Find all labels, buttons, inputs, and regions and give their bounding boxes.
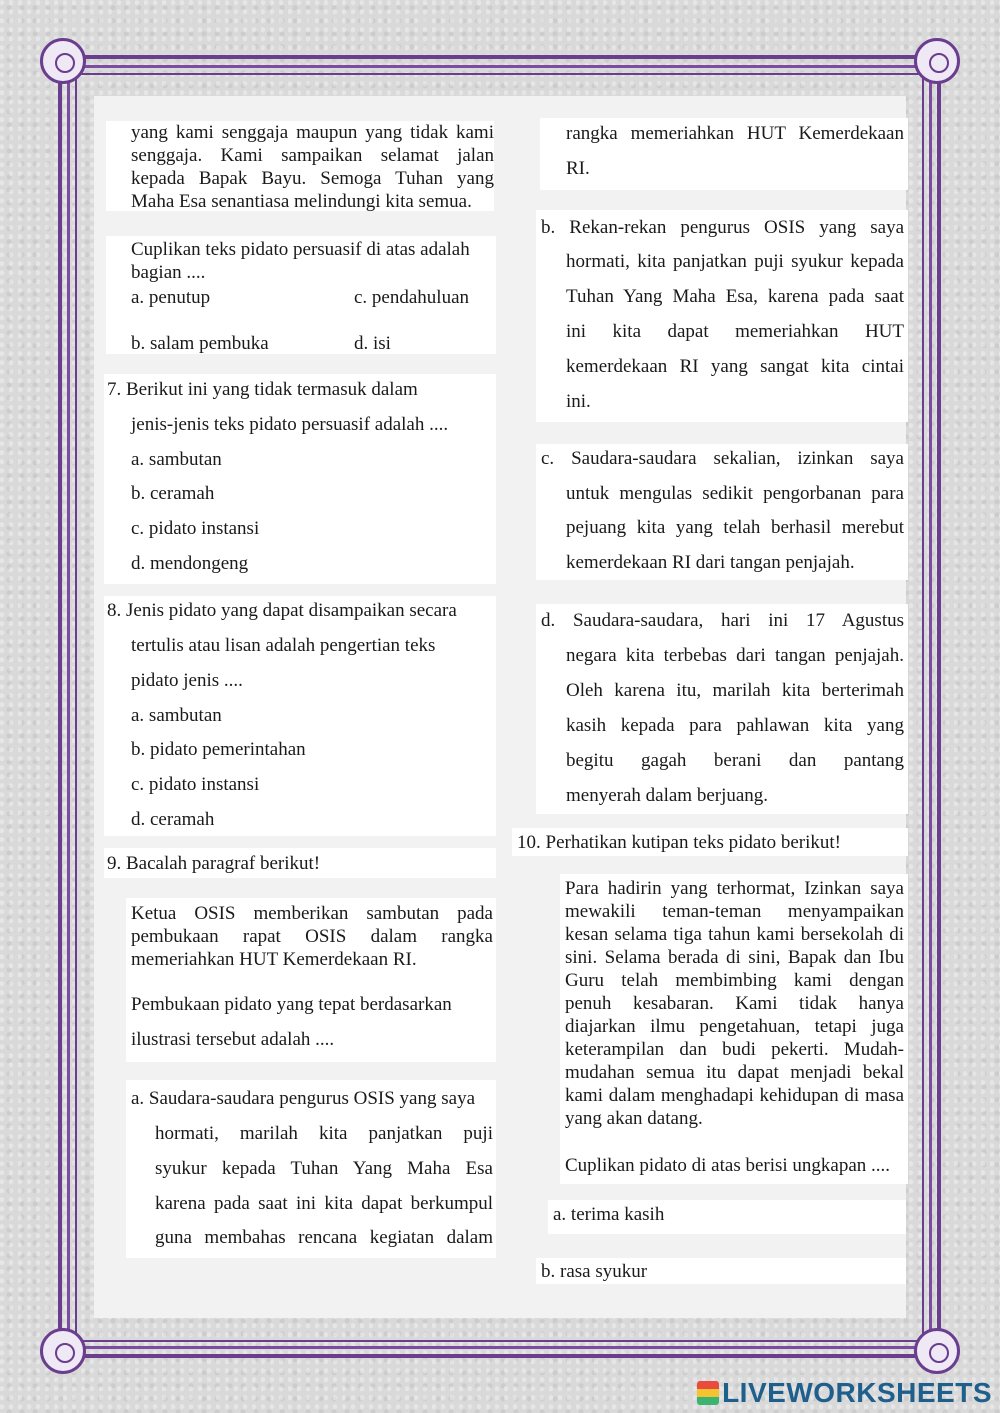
question-10-title: 10. Perhatikan kutipan teks pidato berikut! [517,832,841,853]
question-9-option-a-cont[interactable] [540,118,908,190]
option-d-line: negara kita terbebas dari tangan penjajah. [566,645,904,666]
option-b-line: hormati, kita panjatkan puji syukur kepada [566,251,904,272]
question-6-option-a[interactable]: a. penutup [131,287,211,308]
option-d-line: kasih kepada para pahlawan kita yang [566,715,904,736]
option-a-line: rangka memeriahkan HUT Kemerdekaan [566,123,904,144]
option-a-line: guna membahas rencana kegiatan dalam [155,1227,493,1248]
option-d-line: d. Saudara-saudara, hari ini 17 Agustus [541,610,904,631]
question-9-option-d[interactable] [536,604,908,814]
question-7-option-a[interactable]: a. sambutan [131,449,222,470]
option-a-line: syukur kepada Tuhan Yang Maha Esa [155,1158,493,1179]
liveworksheets-logo-icon [697,1381,719,1405]
option-b-line: Tuhan Yang Maha Esa, karena pada saat [566,286,904,307]
question-10-paragraph: Para hadirin yang terhormat, Izinkan saya mewakili teman-teman menyampaikan kesan selama tiga tahun kami bersekolah di sini. Selama berada di sini, Bapak dan Ibu Guru telah membimbing kami dengan penuh kesabaran. Kami tidak hanya diajarkan ilmu pengetahuan, tetapi juga keterampilan dan budi pekerti. Mudah-mudahan semua itu dapat menjadi bekal kami dalam menghadapi kehidupan di masa yang akan datang. [565,878,904,1129]
option-b-line: b. Rekan-rekan pengurus OSIS yang saya [541,217,904,238]
corner-ornament-icon [914,38,960,84]
question-9-title-box [104,848,496,878]
option-a-line: RI. [566,158,590,179]
corner-ornament-icon [40,38,86,84]
question-6-option-b[interactable]: b. salam pembuka [131,333,269,354]
question-7-text: 7. Berikut ini yang tidak termasuk dalam [107,379,418,400]
question-9-title: 9. Bacalah paragraf berikut! [107,853,321,874]
question-8-option-a[interactable]: a. sambutan [131,705,222,726]
option-c-line: untuk mengulas sedikit pengorbanan para [566,483,904,504]
question-9-option-c[interactable] [536,444,908,580]
option-d-line: begitu gagah berani dan pantang [566,750,904,771]
option-c-line: kemerdekaan RI dari tangan penjajah. [566,552,855,573]
option-b-line: ini kita dapat memeriahkan HUT [566,321,904,342]
previous-passage-ending: yang kami senggaja maupun yang tidak kami senggaja. Kami sampaikan selamat jalan kepada Bapak Bayu. Semoga Tuhan yang Maha Esa senantiasa melindungi kita semua. [106,121,494,211]
corner-ornament-icon [40,1328,86,1374]
question-6 [106,236,496,354]
question-10-passage [560,874,908,1184]
option-b-text: b. rasa syukur [541,1261,648,1282]
question-9-paragraph: Ketua OSIS memberikan sambutan pada pembukaan rapat OSIS dalam rangka memeriahkan HUT Kemerdekaan RI. [131,903,493,970]
option-b-line: kemerdekaan RI yang sangat kita cintai [566,356,904,377]
question-8-option-d[interactable]: d. ceramah [131,809,215,830]
brand-name: LIVEWORKSHEETS [722,1377,992,1408]
option-a-line: hormati, marilah kita panjatkan puji [155,1123,493,1144]
question-10-option-b[interactable] [536,1258,906,1284]
question-9-prompt: Pembukaan pidato yang tepat berdasarkan [131,994,452,1015]
question-7-option-d[interactable]: d. mendongeng [131,553,249,574]
option-a-text: a. terima kasih [553,1204,665,1225]
question-7 [104,374,496,584]
option-c-line: pejuang kita yang telah berhasil merebut [566,517,904,538]
option-a-line: a. Saudara-saudara pengurus OSIS yang saya [131,1088,476,1109]
question-8 [104,596,496,836]
question-9-option-a[interactable] [126,1080,496,1258]
corner-ornament-icon [914,1328,960,1374]
question-8-text-cont2: pidato jenis .... [131,670,243,691]
question-8-option-c[interactable]: c. pidato instansi [131,774,260,795]
question-6-option-d[interactable]: d. isi [354,333,391,354]
question-8-option-b[interactable]: b. pidato pemerintahan [131,739,306,760]
question-9-prompt-cont: ilustrasi tersebut adalah .... [131,1029,335,1050]
question-10-option-a[interactable] [548,1200,906,1234]
question-9-option-b[interactable] [536,210,908,422]
option-d-line: Oleh karena itu, marilah kita berterimah [566,680,904,701]
question-7-option-b[interactable]: b. ceramah [131,483,215,504]
question-7-option-c[interactable]: c. pidato instansi [131,518,260,539]
question-8-text: 8. Jenis pidato yang dapat disampaikan secara [107,600,457,621]
option-b-line: ini. [566,391,591,412]
option-a-line: karena pada saat ini kita dapat berkumpul [155,1193,493,1214]
question-10-prompt: Cuplikan pidato di atas berisi ungkapan .... [565,1155,891,1176]
liveworksheets-logo [697,1377,992,1409]
question-6-option-c[interactable]: c. pendahuluan [354,287,470,308]
option-c-line: c. Saudara-saudara sekalian, izinkan saya [541,448,904,469]
question-6-text: Cuplikan teks pidato persuasif di atas adalah bagian .... [131,239,470,283]
question-9-passage [126,898,496,1062]
question-10-title-box [512,828,908,856]
question-8-text-cont: tertulis atau lisan adalah pengertian teks [131,635,436,656]
question-7-text-cont: jenis-jenis teks pidato persuasif adalah .... [131,414,449,435]
option-d-line: menyerah dalam berjuang. [566,785,769,806]
